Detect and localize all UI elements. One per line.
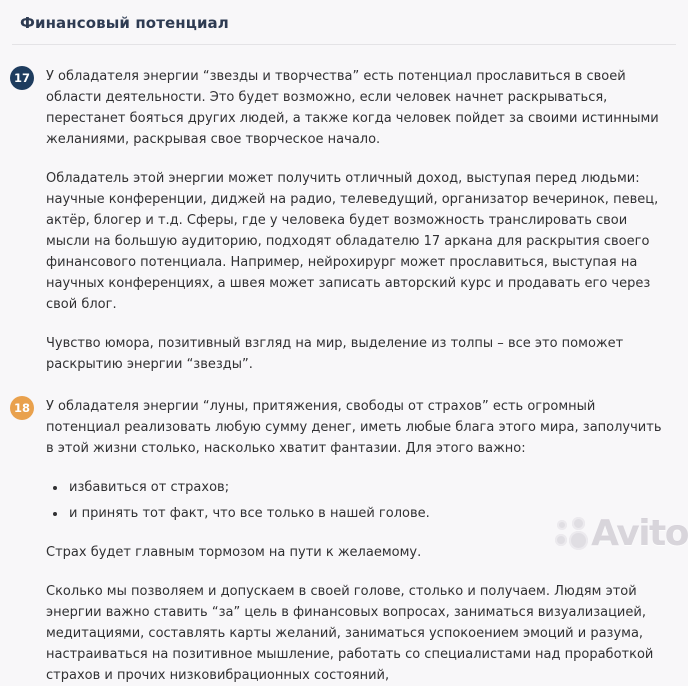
- item-number-badge-17: 17: [10, 66, 34, 90]
- paragraph: Сколько мы позволяем и допускаем в своей голове, столько и получаем. Людям этой энергии важно ставить “за” цель в финансовых вопросах, заниматься визуализацией, медитациями, составлять карты желаний, заниматься успокоением эмоций и разума, настраиваться на позитивное мышление, работать со специалистами над проработкой страхов и прочих низковибрационных состояний,: [46, 584, 654, 683]
- section-arcana-17: [0, 45, 688, 375]
- section-17-text: [46, 66, 666, 375]
- paragraph: Чувство юмора, позитивный взгляд на мир, выделение из толпы – все это поможет раскрытию энергии “звезды”.: [46, 336, 624, 372]
- description-page: [0, 14, 688, 683]
- section-arcana-18: [0, 375, 688, 686]
- bullet-list: [46, 477, 666, 524]
- item-number-badge-18: 18: [10, 396, 34, 420]
- avito-watermark-label: Avito: [591, 513, 688, 554]
- page-title: Финансовый потенциал: [20, 14, 229, 32]
- bullet-item: • и принять тот факт, что все только в нашей голове.: [67, 503, 666, 524]
- section-18-text: [46, 396, 666, 686]
- paragraph: Страх будет главным тормозом на пути к желаемому.: [46, 545, 422, 560]
- paragraph: Обладатель этой энергии может получить отличный доход, выступая перед людьми: научные конференции, диджей на радио, телеведущий, организатор вечеринок, певец, актёр, блогер и т.д. Сферы, где у человека будет возможность транслировать свои мысли на большую аудиторию, подходят обладателю 17 аркана для раскрытия своего финансового потенциала. Например, нейрохирург может прославиться, выступая на научных конференциях, а швея может записать авторский курс и продавать его через свой блог.: [46, 171, 659, 312]
- paragraph: У обладателя энергии “звезды и творчества” есть потенциал прославиться в своей области деятельности. Это будет возможно, если человек начнет раскрываться, перестанет бояться других людей, а также когда человек пойдет за своими истинными желаниями, раскрывая свое творческое начало.: [46, 69, 659, 147]
- bullet-item: • избавиться от страхов;: [67, 477, 666, 498]
- paragraph: У обладателя энергии “луны, притяжения, свободы от страхов” есть огромный потенциал реализовать любую сумму денег, иметь любые блага этого мира, заполучить в этой жизни столько, насколько хватит фантазии. Для этого важно:: [46, 399, 662, 456]
